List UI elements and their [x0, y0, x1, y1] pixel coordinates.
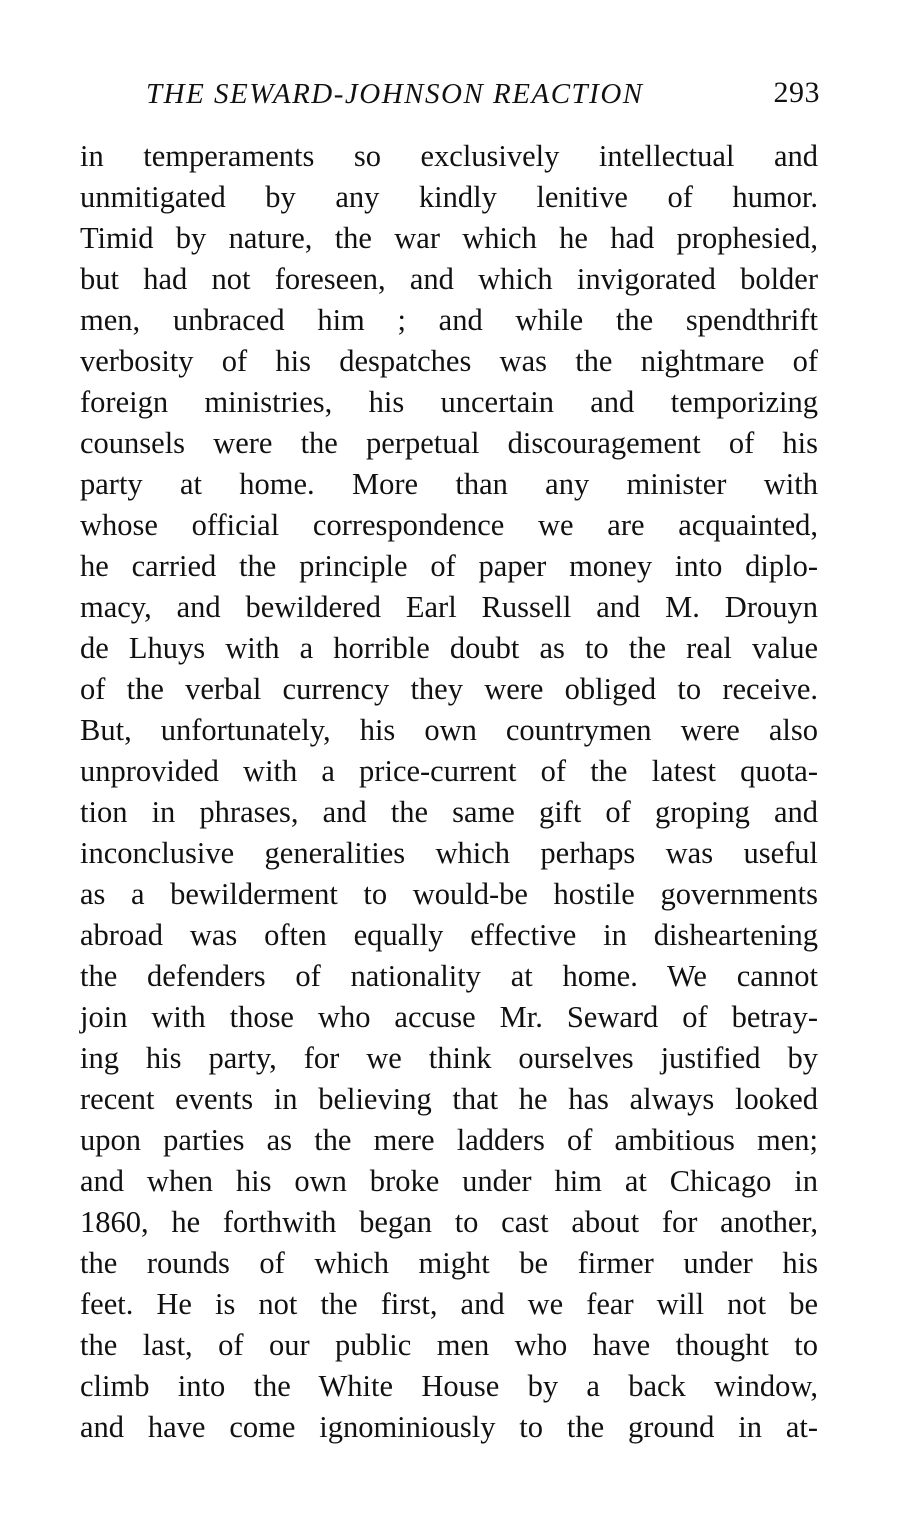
text-line: the defenders of nationality at home. We cannot: [80, 959, 818, 993]
text-line: unmitigated by any kindly lenitive of humor.: [80, 180, 818, 214]
text-line: recent events in believing that he has always looked: [80, 1082, 818, 1116]
text-line: he carried the principle of paper money into diplo-: [80, 549, 818, 583]
text-line: macy, and bewildered Earl Russell and M. Drouyn: [80, 590, 818, 624]
text-line: and when his own broke under him at Chicago in: [80, 1164, 818, 1198]
text-line: men, unbraced him ; and while the spendthrift: [80, 303, 818, 337]
text-line: upon parties as the mere ladders of ambitious men;: [80, 1123, 818, 1157]
text-line: 1860, he forthwith began to cast about for another,: [80, 1205, 818, 1239]
text-line: and have come ignominiously to the ground in at-: [80, 1410, 818, 1444]
text-line: But, unfortunately, his own countrymen were also: [80, 713, 818, 747]
text-line: abroad was often equally effective in disheartening: [80, 918, 818, 952]
text-line: counsels were the perpetual discouragement of his: [80, 426, 818, 460]
running-head: [80, 78, 820, 118]
text-line: but had not foreseen, and which invigorated bolder: [80, 262, 818, 296]
text-line: de Lhuys with a horrible doubt as to the real value: [80, 631, 818, 665]
text-line: foreign ministries, his uncertain and temporizing: [80, 385, 818, 419]
text-line: of the verbal currency they were obliged to receive.: [80, 672, 818, 706]
text-line: whose official correspondence we are acquainted,: [80, 508, 818, 542]
running-title: THE SEWARD-JOHNSON REACTION: [146, 78, 644, 110]
text-line: party at home. More than any minister with: [80, 467, 818, 501]
text-line: in temperaments so exclusively intellectual and: [80, 139, 818, 173]
body-text: [80, 136, 818, 1448]
text-line: join with those who accuse Mr. Seward of betray-: [80, 1000, 818, 1034]
text-line: the last, of our public men who have thought to: [80, 1328, 818, 1362]
text-line: the rounds of which might be firmer under his: [80, 1246, 818, 1280]
text-line: verbosity of his despatches was the nightmare of: [80, 344, 818, 378]
text-line: inconclusive generalities which perhaps was useful: [80, 836, 818, 870]
text-line: ing his party, for we think ourselves justified by: [80, 1041, 818, 1075]
text-line: feet. He is not the first, and we fear will not be: [80, 1287, 818, 1321]
text-line: as a bewilderment to would-be hostile governments: [80, 877, 818, 911]
text-line: climb into the White House by a back window,: [80, 1369, 818, 1403]
text-line: unprovided with a price-current of the latest quota-: [80, 754, 818, 788]
page-number: 293: [773, 76, 820, 109]
text-line: Timid by nature, the war which he had prophesied,: [80, 221, 818, 255]
text-line: tion in phrases, and the same gift of groping and: [80, 795, 818, 829]
